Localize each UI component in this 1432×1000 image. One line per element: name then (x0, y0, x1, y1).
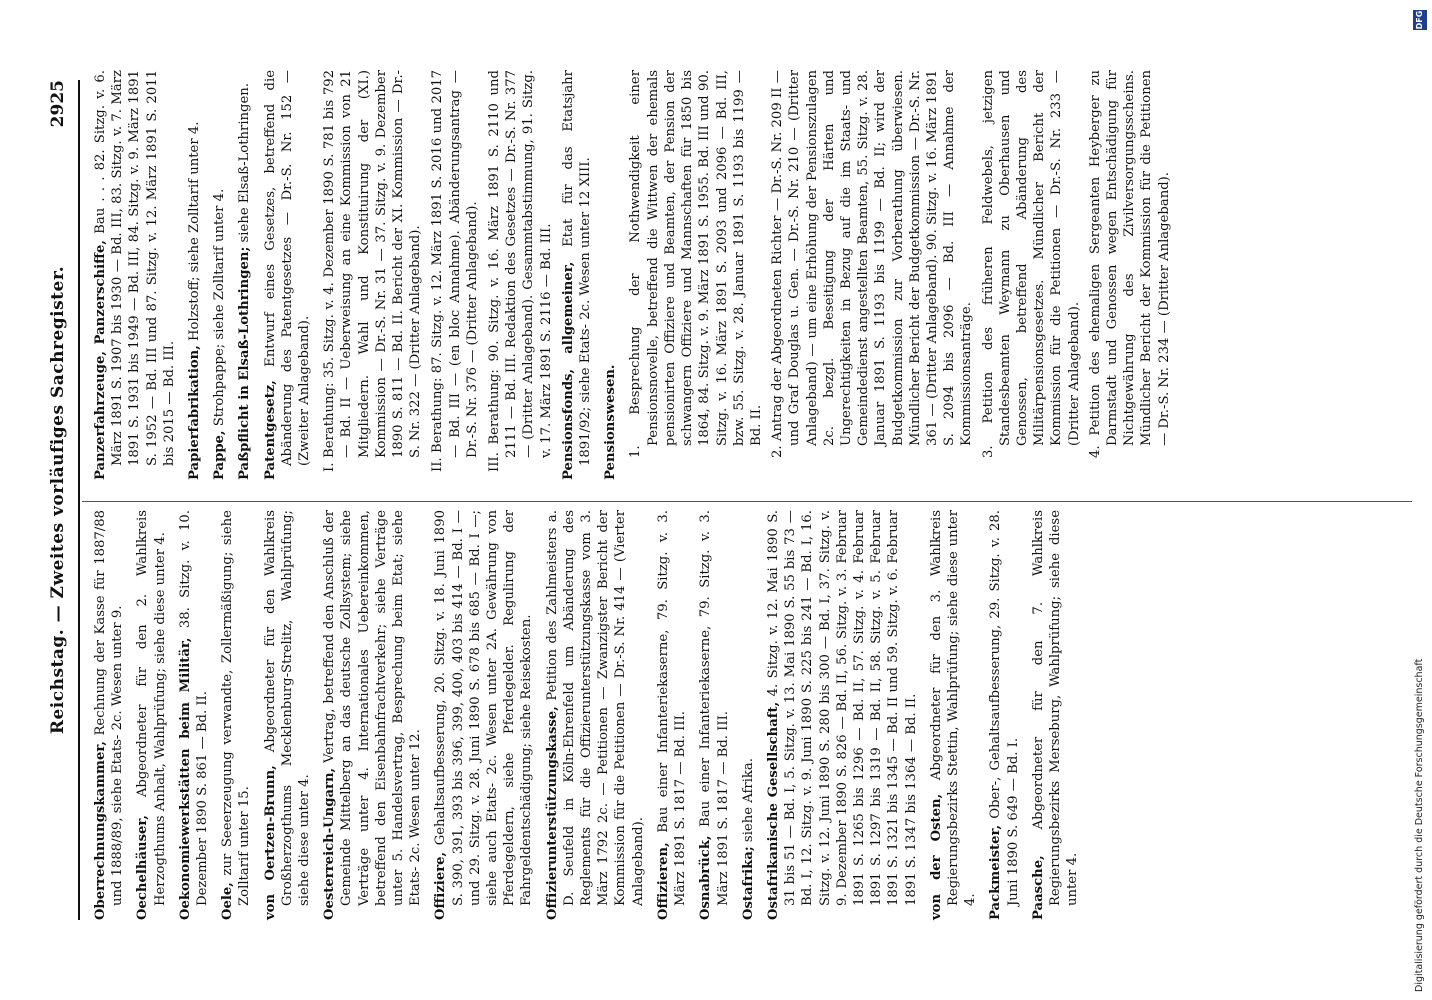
index-entry: Oele, zur Seeerzeugung verwandte, Zollermäßigung; siehe Zolltarif unter 15. (220, 510, 253, 920)
index-entry: Oekonomiewerkstätten beim Militär, 38. Sitzg. v. 10. Dezember 1890 S. 861 — Bd. II. (177, 510, 211, 920)
patent-reading: II. Berathung: 87. Sitzg. v. 12. März 1891 S. 2016 und 2017 — Bd. III — (en bloc Annahme). Abänderungsantrag — Dr.-S. Nr. 376 — (Dritter Anlageband). (430, 70, 480, 472)
index-entry: von der Osten, Abgeordneter für den 3. Wahlkreis Regierungsbezirks Stettin, Wahlprüfung; siehe diese unter 4. (928, 510, 979, 920)
index-entry: Offizierunterstützungskasse, Petition des Zahlmeisters a. D. Seufeld in Köln-Ehrenfeld um Abänderung des Reglements für die Offizierunterstützungskasse vom 3. März 1792 2c. — Petitionen — Zwanzigster Bericht der Kommission für die Petitionen — Dr.-S. Nr. 414 — (Vierter Anlageband). (544, 510, 646, 920)
index-entry: Panzerfahrzeuge, Panzerschiffe, Bau . . . 82. Sitzg. v. 6. März 1891 S. 1907 bis 1930 — Bd. III, 83. Sitzg. v. 7. März 1891 S. 1931 bis 1949 — Bd. III, 84. Sitzg. v. 9. März 1891 S. 1952 — Bd. III und 87. Sitzg. v. 12. März 1891 S. 2011 bis 2015 — Bd. III. (93, 70, 177, 480)
left-column (92, 510, 1089, 920)
running-head: Reichstag. — Zweites vorläufiges Sachregister. (48, 265, 68, 735)
pension-item: 1. Besprechung der Nothwendigkeit einer Pensionsnovelle, betreffend die Wittwen der ehemals pensionirten Offiziere und Beamten, der Pension der schwangern Offiziere und Mannschaften für 1850 bis 1864, 84. Sitzg. v. 9. März 1891 S. 1955. Bd. III und 90. Sitzg. v. 16. März 1891 S. 2093 und 2096 — Bd. III, bzw. 55. Sitzg. v. 28. Januar 1891 S. 1193 bis 1199 — Bd. II. (628, 70, 764, 458)
index-entry: Pappe, Strohpappe; siehe Zolltarif unter 4. (212, 188, 228, 480)
index-entry: Papierfabrikation, Holzstoff; siehe Zolltarif unter 4. (187, 121, 203, 480)
index-entry: Offiziere, Gehaltsaufbesserung, 20. Sitzg. v. 18. Juni 1890 S. 390, 391, 393 bis 396, 399, 400, 403 bis 414 — Bd. I — und 29. Sitzg. v. 28. Juni 1890 S. 678 bis 685 — Bd. I —; siehe auch Etats- 2c. Wesen unter 2A. Gewährung von Pferdegeldern, siehe Pferdegelder. Regulirung der Fahrgeldentschädigung; siehe Reisekosten. (433, 510, 535, 920)
index-entry: Oechelhäuser, Abgeordneter für den 2. Wahlkreis Herzogthums Anhalt, Wahlprüfung; siehe diese unter 4. (135, 509, 168, 920)
pension-item: 4. Petition des ehemaligen Sergeanten Heyberger zu Darmstadt und Genossen wegen Entschädigung für Nichtgewährung des Zivilversorgungsscheins. Mündlicher Bericht der Kommission für die Petitionen — Dr.-S. Nr. 234 — (Dritter Anlageband). (1087, 70, 1172, 458)
patent-reading: III. Berathung: 90. Sitzg. v. 16. März 1891 S. 2110 und 2111 — Bd. III. Redaktion des Gesetzes — Dr.-S. Nr. 377 — (Dritter Anlageband). Gesammtabstimmung, 91. Sitzg. v. 17. März 1891 S. 2116 — Bd. III. (487, 70, 554, 472)
index-entry: von Oertzen-Brunn, Abgeordneter für den Wahlkreis Großherzogthums Mecklenburg-Strelitz, Wahlprüfung; siehe diese unter 4. (262, 510, 313, 920)
index-entry: Paßpflicht in Elsaß-Lothringen; siehe Elsaß-Lothringen. (237, 83, 253, 480)
index-entry: Offizieren, Bau einer Infanteriekaserne, 79. Sitzg. v. 3. März 1891 S. 1817 — Bd. III. (655, 510, 689, 920)
index-entry: Ostafrika; siehe Afrika. (740, 758, 756, 920)
right-column (92, 70, 1177, 480)
digitization-note: Digitalisierung gefördert durch die Deutsche Forschungsgemeinschaft (1414, 658, 1425, 992)
column-divider (82, 501, 1412, 502)
pension-item: 2. Antrag der Abgeordneten Richter — Dr.-S. Nr. 209 II — und Graf Douglas u. Gen. — Dr.-S. Nr. 210 — (Dritter Anlageband) — um eine Erhöhung der Pensionszulagen 2c. bezgl. Beseitigung der Härten und Ungerechtigkeiten in Bezug auf die im Staats- und Gemeindedienst angestellten Beamten, 55. Sitzg. v. 28. Januar 1891 S. 1193 bis 1199 — Bd. II; wird der Budgetkommission zur Vorberathung überwiesen. Mündlicher Bericht der Budgetkommission — Dr.-S. Nr. 361 — (Dritter Anlageband). 90. Sitzg. v. 16. März 1891 S. 2094 bis 2096 — Bd. III — Annahme der Kommissionsanträge. (770, 70, 975, 458)
index-entry: Osnabrück, Bau einer Infanteriekaserne, 79. Sitzg. v. 3. März 1891 S. 1817 — Bd. III. (698, 510, 731, 920)
patent-reading: I. Berathung: 35. Sitzg. v. 4. Dezember 1890 S. 781 bis 792 — Bd. II — Ueberweisung an eine Kommission von 21 Mitgliedern. Wahl und Konstituirung der (XI.) Kommission — Dr.-S. Nr. 31 — 37. Sitzg. v. 9. Dezember 1890 S. 811 — Bd. II. Bericht der XI. Kommission — Dr.-S. Nr. 322 — (Dritter Anlageband). (322, 70, 424, 472)
dfg-logo: DFG (1413, 10, 1427, 30)
index-entry: Ostafrikanische Gesellschaft, 4. Sitzg. v. 12. Mai 1890 S. 31 bis 51 — Bd. I, 5. Sitzg. v. 13. Mai 1890 S. 55 bis 73 — Bd. I, 12. Sitzg. v. 9. Juni 1890 S. 225 bis 241 — Bd. I, 16. Sitzg. v. 12. Juni 1890 S. 280 bis 300 — Bd. I, 37. Sitzg. v. 9. Dezember 1890 S. 826 — Bd. II, 56. Sitzg. v. 3. Februar 1891 S. 1265 bis 1296 — Bd. II, 57. Sitzg. v. 4. Februar 1891 S. 1297 bis 1319 — Bd. II, 58. Sitzg. v. 5. Februar 1891 S. 1321 bis 1345 — Bd. II und 59. Sitzg. v. 6. Februar 1891 S. 1347 bis 1364 — Bd. II. (765, 510, 919, 920)
index-entry: Pensionsfonds, allgemeiner, Etat für das Etatsjahr 1891/92; siehe Etats- 2c. Wesen unter 12 XIII. (560, 70, 594, 480)
index-entry: Oesterreich-Ungarn, Vertrag, betreffend den Anschluß der Gemeinde Mittelberg an das deutsche Zollsystem; siehe Verträge unter 4. Internationales Uebereinkommen, betreffend den Eisenbahnfrachtverkehr; siehe Verträge unter 5. Handelsvertrag, Besprechung beim Etat; siehe Etats- 2c. Wesen unter 12. (322, 510, 424, 920)
index-entry: Packmeister, Ober-, Gehaltsaufbesserung, 29. Sitzg. v. 28. Juni 1890 S. 649 — Bd. I. (988, 510, 1021, 920)
header-rule (78, 80, 80, 920)
index-entry: Paasche, Abgeordneter für den 7. Wahlkreis Regierungsbezirks Merseburg, Wahlprüfung; siehe diese unter 4. (1030, 510, 1081, 920)
pension-item: 3. Petition des früheren Feldwebels, jetzigen Standesbeamten Weymann zu Oberhausen und Genossen, betreffend Abänderung des Militärpensionsgesetzes. Mündlicher Bericht der Kommission für die Petitionen — Dr.-S. Nr. 233 — (Dritter Anlageband). (980, 70, 1082, 458)
index-entry: Oberrechnungskammer, Rechnung der Kasse für 1887/88 und 1888/89, siehe Etats- 2c. Wesen unter 9. (93, 510, 126, 920)
index-entry: Pensionswesen. (603, 364, 619, 480)
index-entry: Patentgesetz, Entwurf eines Gesetzes, betreffend die Abänderung des Patentgesetzes — Dr.-S. Nr. 152 — (Zweiter Anlageband). (262, 69, 313, 480)
page-header (48, 80, 76, 920)
page-number: 2925 (48, 80, 68, 128)
